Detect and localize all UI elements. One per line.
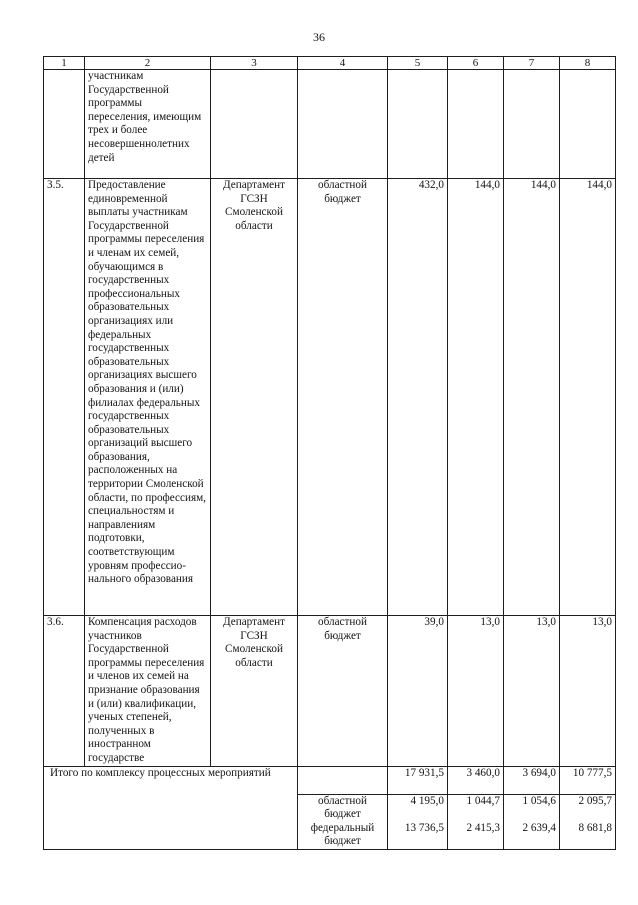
column-header-7: 7 (504, 57, 560, 70)
column-header-3: 3 (211, 57, 298, 70)
row-number: 3.6. (44, 616, 85, 767)
measure-name: Компенсация расходов участников Государственной программы переселения и членов их семей на признание образования и (или) квалификации, ученых степеней, полученных в иностранном государстве (85, 616, 211, 767)
year2-value: 144,0 (504, 179, 560, 616)
summary-year3: 10 777,5 (560, 766, 616, 794)
column-header-2: 2 (85, 57, 211, 70)
column-header-4: 4 (298, 57, 388, 70)
summary-total: 17 931,5 (388, 766, 448, 794)
federal-year2: 2 639,4 (504, 822, 560, 850)
continuation-text: участникам Государственной программы переселения, имеющим трех и более несовершеннолетних детей (85, 70, 211, 179)
column-header-8: 8 (560, 57, 616, 70)
summary-label: Итого по комплексу процессных мероприятий (44, 766, 298, 850)
summary-total-row (44, 766, 616, 794)
program-measures-table (43, 56, 616, 850)
summary-year2: 3 694,0 (504, 766, 560, 794)
table-row (44, 616, 616, 767)
column-number-header (44, 57, 616, 70)
table-row (44, 179, 616, 616)
row-number: 3.5. (44, 179, 85, 616)
continuation-row (44, 70, 616, 179)
summary-year1: 3 460,0 (448, 766, 504, 794)
executor: Департамент ГСЗН Смоленской области (211, 179, 298, 616)
year1-value: 13,0 (448, 616, 504, 767)
column-header-6: 6 (448, 57, 504, 70)
year1-value: 144,0 (448, 179, 504, 616)
funding-source: федеральный бюджет (298, 822, 388, 850)
regional-year3: 2 095,7 (560, 794, 616, 822)
funding-source: областной бюджет (298, 794, 388, 822)
funding-source: областной бюджет (298, 616, 388, 767)
column-header-5: 5 (388, 57, 448, 70)
column-header-1: 1 (44, 57, 85, 70)
page-number: 36 (313, 30, 325, 44)
year3-value: 13,0 (560, 616, 616, 767)
federal-year3: 8 681,8 (560, 822, 616, 850)
total-value: 39,0 (388, 616, 448, 767)
measure-name: Предоставление единовременной выплаты участникам Государственной программы переселения и членам их семей, обучающимся в государственных профессиональных образовательных организациях или федеральных государственных образовательных организациях высшего образования и (или) филиалах федеральных государственных образовательных организаций высшего образования, расположенных на территории Смоленской области, по профессиям, специальностям и направлениям подготовки, соответствующим уровням профессио-нального образования (85, 179, 211, 616)
regional-total: 4 195,0 (388, 794, 448, 822)
total-value: 432,0 (388, 179, 448, 616)
year2-value: 13,0 (504, 616, 560, 767)
executor: Департамент ГСЗН Смоленской области (211, 616, 298, 767)
regional-year2: 1 054,6 (504, 794, 560, 822)
year3-value: 144,0 (560, 179, 616, 616)
federal-year1: 2 415,3 (448, 822, 504, 850)
funding-source: областной бюджет (298, 179, 388, 616)
federal-total: 13 736,5 (388, 822, 448, 850)
regional-year1: 1 044,7 (448, 794, 504, 822)
